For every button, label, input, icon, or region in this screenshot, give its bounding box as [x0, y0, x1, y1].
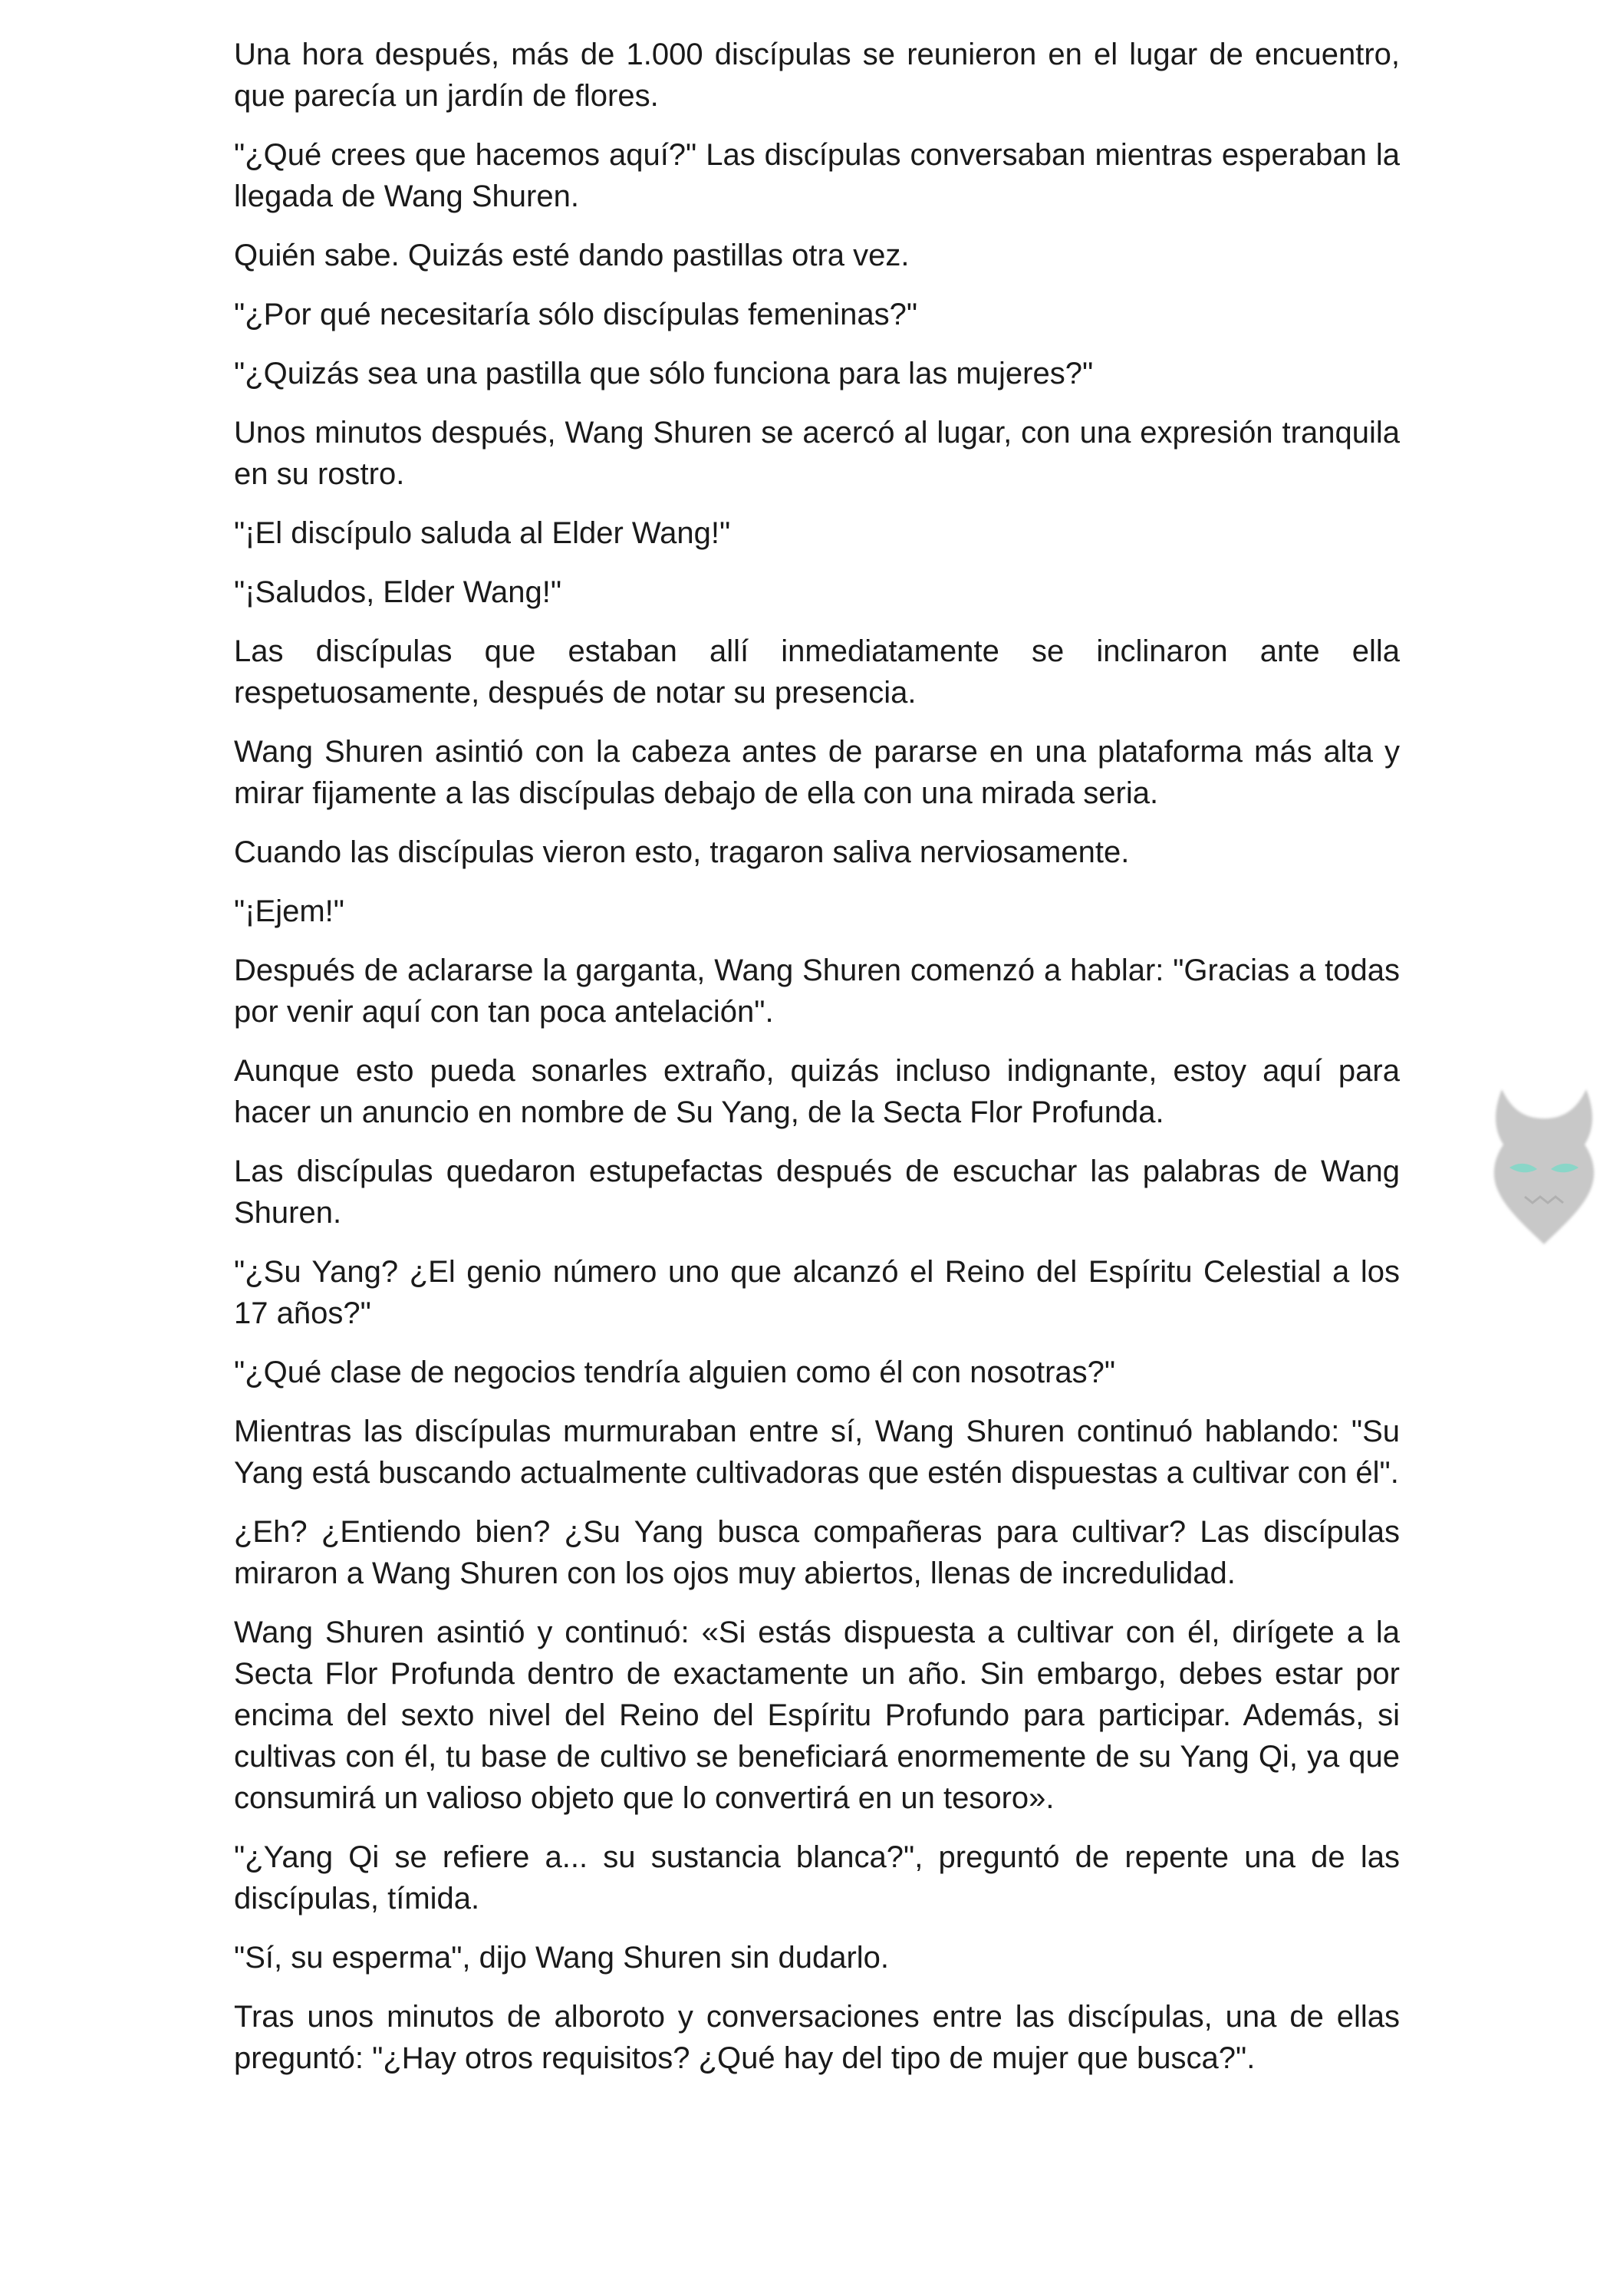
paragraph: Wang Shuren asintió con la cabeza antes de pararse en una plataforma más alta y mirar fijamente a las discípulas debajo de ella con una mirada seria. — [234, 735, 1400, 810]
paragraph: "¿Quizás sea una pastilla que sólo funciona para las mujeres?" — [234, 357, 1094, 390]
paragraph: Después de aclararse la garganta, Wang Shuren comenzó a hablar: "Gracias a todas por venir aquí con tan poca antelación". — [234, 954, 1400, 1029]
paragraph: "¿Por qué necesitaría sólo discípulas femeninas?" — [234, 298, 918, 331]
paragraph: Unos minutos después, Wang Shuren se acercó al lugar, con una expresión tranquila en su rostro. — [234, 416, 1400, 491]
paragraph: Tras unos minutos de alboroto y conversaciones entre las discípulas, una de ellas preguntó: "¿Hay otros requisitos? ¿Qué hay del tipo de mujer que busca?". — [234, 2000, 1400, 2075]
paragraph: Las discípulas quedaron estupefactas después de escuchar las palabras de Wang Shuren. — [234, 1155, 1400, 1230]
paragraph: "¿Yang Qi se refiere a... su sustancia blanca?", preguntó de repente una de las discípulas, tímida. — [234, 1840, 1400, 1916]
demon-head-icon — [1471, 1074, 1617, 1250]
paragraph: Las discípulas que estaban allí inmediatamente se inclinaron ante ella respetuosamente, después de notar su presencia. — [234, 634, 1400, 710]
paragraph: "¡Ejem!" — [234, 894, 344, 928]
document-body — [234, 34, 1400, 2097]
paragraph: "Sí, su esperma", dijo Wang Shuren sin dudarlo. — [234, 1941, 890, 1975]
paragraph: "¡Saludos, Elder Wang!" — [234, 575, 562, 609]
paragraph: "¿Su Yang? ¿El genio número uno que alcanzó el Reino del Espíritu Celestial a los 17 años?" — [234, 1255, 1400, 1330]
paragraph: Mientras las discípulas murmuraban entre sí, Wang Shuren continuó hablando: "Su Yang está buscando actualmente cultivadoras que estén dispuestas a cultivar con él". — [234, 1415, 1400, 1490]
paragraph: Una hora después, más de 1.000 discípulas se reunieron en el lugar de encuentro, que parecía un jardín de flores. — [234, 38, 1400, 113]
paragraph: Quién sabe. Quizás esté dando pastillas otra vez. — [234, 239, 910, 272]
paragraph: ¿Eh? ¿Entiendo bien? ¿Su Yang busca compañeras para cultivar? Las discípulas miraron a Wang Shuren con los ojos muy abiertos, llenas de incredulidad. — [234, 1515, 1400, 1590]
paragraph: "¡El discípulo saluda al Elder Wang!" — [234, 516, 731, 550]
demon-head-shape — [1494, 1089, 1594, 1244]
paragraph: Cuando las discípulas vieron esto, tragaron saliva nerviosamente. — [234, 835, 1130, 869]
paragraph: "¿Qué crees que hacemos aquí?" Las discípulas conversaban mientras esperaban la llegada de Wang Shuren. — [234, 138, 1400, 213]
paragraph: Aunque esto pueda sonarles extraño, quizás incluso indignante, estoy aquí para hacer un anuncio en nombre de Su Yang, de la Secta Flor Profunda. — [234, 1054, 1400, 1129]
paragraph: Wang Shuren asintió y continuó: «Si estás dispuesta a cultivar con él, dirígete a la Secta Flor Profunda dentro de exactamente un año. Sin embargo, debes estar por encima del sexto nivel del Reino del Espíritu Profundo para participar. Además, si cultivas con él, tu base de cultivo se beneficiará enormemente de su Yang Qi, ya que consumirá un valioso objeto que lo convertirá en un tesoro». — [234, 1616, 1400, 1815]
paragraph: "¿Qué clase de negocios tendría alguien como él con nosotras?" — [234, 1356, 1116, 1389]
